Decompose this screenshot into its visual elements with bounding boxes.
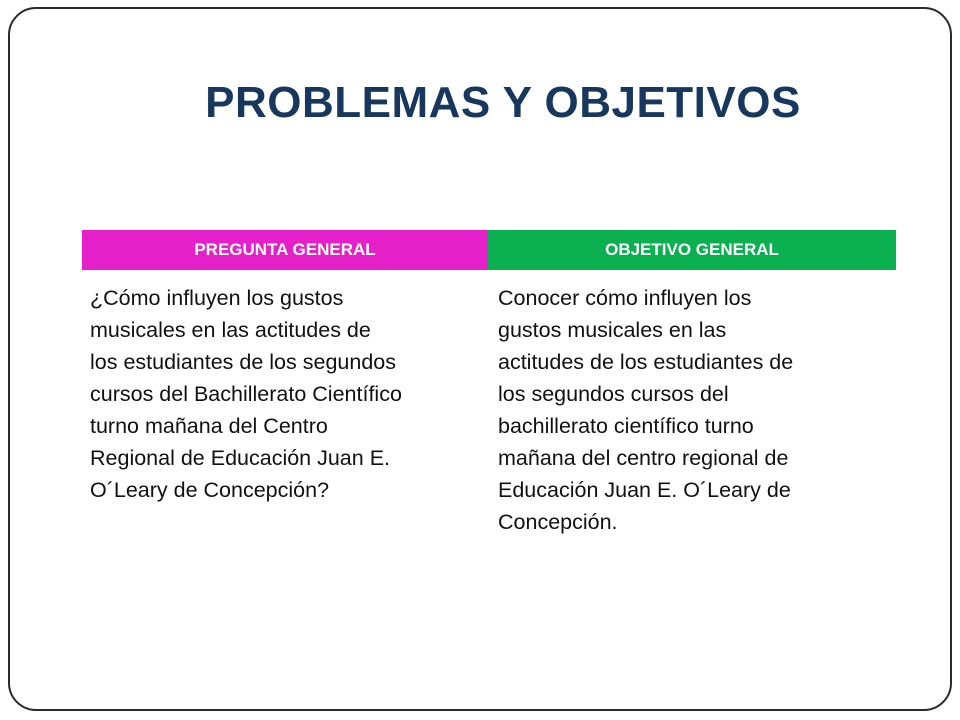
problems-objectives-table <box>82 230 896 538</box>
question-cell: ¿Cómo influyen los gustos musicales en las actitudes de los estudiantes de los segundos cursos del Bachillerato Científico turno mañana del Centro Regional de Educación Juan E. O´Leary de Concepción? <box>90 286 402 502</box>
slide-title: PROBLEMAS Y OBJETIVOS <box>205 78 801 127</box>
objective-header: OBJETIVO GENERAL <box>488 230 896 270</box>
question-header: PREGUNTA GENERAL <box>82 230 488 270</box>
objective-cell: Conocer cómo influyen los gustos musicales en las actitudes de los estudiantes de los segundos cursos del bachillerato científico turno mañana del centro regional de Educación Juan E. O´Leary de Concepción. <box>498 286 794 534</box>
